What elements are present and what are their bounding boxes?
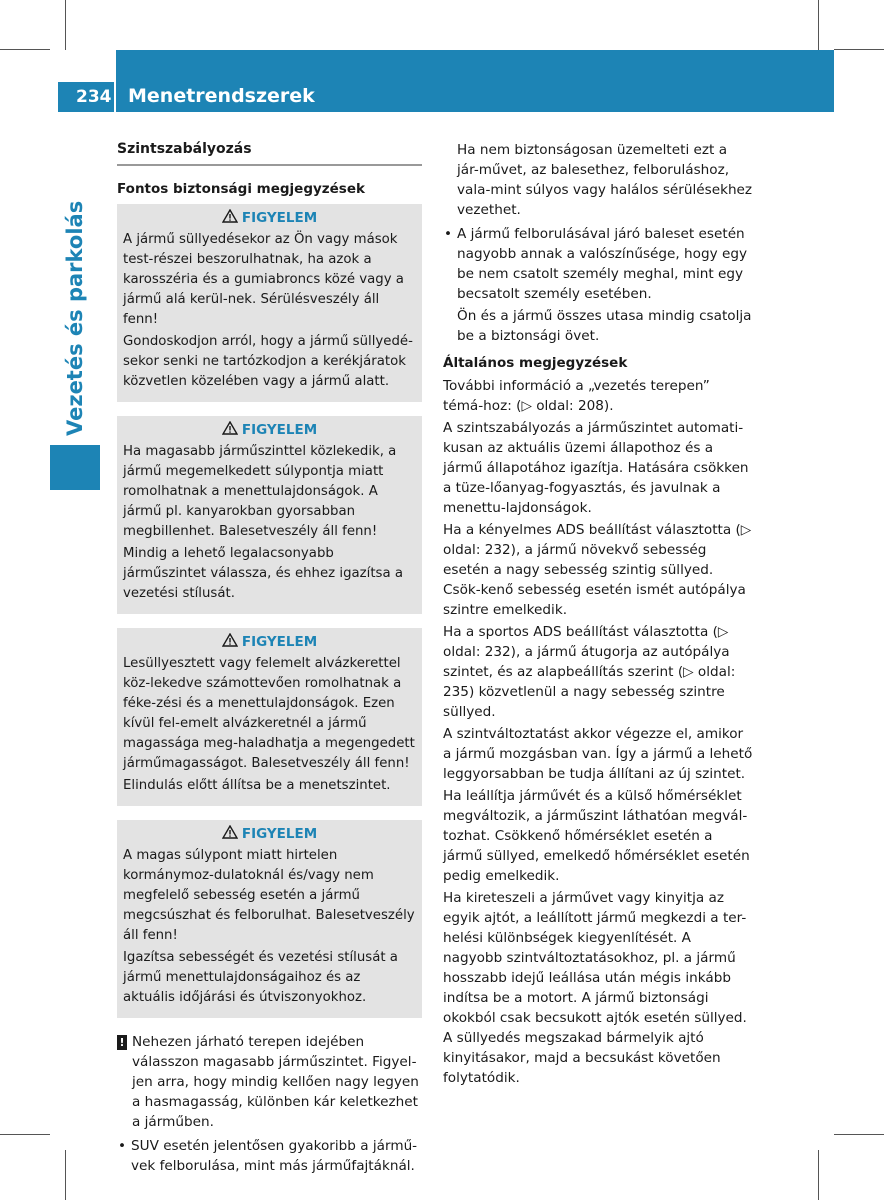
right-column — [443, 140, 753, 1090]
warning-text: Ha magasabb járműszinttel közlekedik, a jármű megemelkedett súlypontja miatt romolhatnak a menettulajdonságok. A jármű pl. kanyarokban gyorsabban megbillenhet. Balesetveszély áll fenn! — [123, 444, 397, 539]
crop-mark — [834, 49, 884, 50]
safety-notes-title: Fontos biztonsági megjegyzések — [117, 181, 365, 197]
warning-heading — [123, 632, 416, 652]
body-paragraph: További információ a „vezetés terepen” témá-hoz: (▷ oldal: 208). — [443, 378, 710, 414]
side-tab-label: Vezetés és parkolás — [63, 200, 87, 436]
warning-heading — [123, 208, 416, 228]
crop-mark — [65, 1150, 66, 1200]
warning-text: Gondoskodjon arról, hogy a jármű süllyedé-sekor senki ne tartózkodjon a kerékjáratok közvetlen közelében vagy a jármű alatt. — [123, 334, 413, 389]
body-paragraph: Ha a kényelmes ADS beállítást választotta (▷ oldal: 232), a jármű növekvő sebesség esetén a nagy sebesség szintig süllyed. Csök-kenő sebesség esetén ismét autópálya szintre emelkedik. — [443, 522, 752, 618]
warning-label: FIGYELEM — [241, 422, 318, 438]
warning-box — [117, 820, 422, 1018]
body-paragraph: A szintszabályozás a járműszintet automati-kusan az aktuális üzemi állapothoz és a jármű állapotához igazítja. Hatására csökken a tüze-lőanyag-fogyasztás, és javulnak a menettu-lajdonságok. — [443, 420, 749, 516]
warning-box — [117, 628, 422, 806]
left-column — [117, 138, 422, 1178]
bullet-continuation: Ön és a jármű összes utasa mindig csatolja be a biztonsági övet. — [457, 308, 752, 344]
exclamation-note-icon: ! — [117, 1035, 127, 1050]
warning-triangle-icon — [222, 825, 238, 839]
crop-mark — [0, 49, 50, 50]
warning-text: A magas súlypont miatt hirtelen kormánymoz-dulatoknál és/vagy nem megfelelő sebesség esetén a jármű megcsúszhat és felborulhat. Balesetveszély áll fenn! — [123, 848, 415, 943]
warning-triangle-icon — [222, 421, 238, 435]
crop-mark — [0, 1134, 50, 1135]
warning-text: Igazítsa sebességét és vezetési stílusát a jármű menettulajdonságaihoz és az aktuális időjárási és útviszonyokhoz. — [123, 950, 398, 1005]
general-notes-title: Általános megjegyzések — [443, 355, 628, 371]
warning-heading — [123, 824, 416, 844]
warning-text: Elindulás előtt állítsa be a menetszintet. — [123, 778, 391, 793]
page-title: Menetrendszerek — [128, 85, 315, 107]
warning-label: FIGYELEM — [241, 210, 318, 226]
crop-mark — [818, 0, 819, 50]
general-notes-body — [443, 376, 753, 1088]
crop-mark — [818, 1150, 819, 1200]
body-paragraph: Ha kireteszeli a járművet vagy kinyitja az egyik ajtót, a leállított jármű megkezdi a ter-helési különbségek kiegyenlítését. A nagyobb szintváltoztatásokhoz, pl. a jármű hosszabb idejű leállása után mégis inkább indítsa be a motort. A jármű biztonsági okokból csak becsukott ajtók esetén süllyed. A süllyedés megszakad bármelyik ajtó kinyitásakor, majd a becsukást követően folytatódik. — [443, 890, 747, 1086]
bullet-item: • A jármű felborulásával járó baleset esetén nagyobb annak a valószínűsége, hogy egy be nem csatolt személy meghal, mint egy becsatolt személy esetében. — [443, 224, 753, 304]
note-block — [117, 1032, 422, 1132]
warning-text: A jármű süllyedésekor az Ön vagy mások test-részei beszorulhatnak, ha azok a karosszéria és a gumiabroncs közé vagy a jármű alá kerül-nek. Sérülésveszély áll fenn! — [123, 232, 404, 327]
section-title: Szintszabályozás — [117, 138, 422, 166]
warning-triangle-icon — [222, 209, 238, 223]
page-number: 234 — [58, 82, 114, 112]
body-paragraph: A szintváltoztatást akkor végezze el, amikor a jármű mozgásban van. Így a jármű a lehető leggyorsabban be tudja állítani az új szintet. — [443, 726, 753, 782]
warning-box — [117, 204, 422, 402]
warning-heading — [123, 420, 416, 440]
warnings-list — [117, 204, 422, 1018]
warning-text: Mindig a lehető legalacsonyabb járműszintet válassza, és ehhez igazítsa a vezetési stílusát. — [123, 546, 403, 601]
warning-text: Lesüllyesztett vagy felemelt alvázkerettel köz-lekedve számottevően romolhatnak a féke-zési és a menettulajdonságok. Ezen kívül fel-emelt alvázkeretnél a jármű magassága meg-haladhatja a megengedett járműmagasságot. Balesetveszély áll fenn! — [123, 656, 415, 771]
note-text: Nehezen járható terepen idejében válasszon magasabb járműszintet. Figyel-jen arra, hogy mindig kellően nagy legyen a hasmagasság, különben kár keletkezhet a járműben. — [132, 1034, 419, 1130]
warning-label: FIGYELEM — [241, 634, 318, 650]
warning-box — [117, 416, 422, 614]
crop-mark — [834, 1134, 884, 1135]
body-paragraph: Ha leállítja járművét és a külső hőmérséklet megváltozik, a járműszint láthatóan megvál-tozhat. Csökkenő hőmérséklet esetén a jármű süllyed, emelkedő hőmérséklet esetén pedig emelkedik. — [443, 788, 750, 884]
bullet-item: • SUV esetén jelentősen gyakoribb a jármű-vek felborulása, mint más járműfajtáknál. — [117, 1136, 422, 1176]
crop-mark — [65, 0, 66, 50]
continued-paragraph: Ha nem biztonságosan üzemelteti ezt a jár-művet, az balesethez, felboruláshoz, vala-mint súlyos vagy halálos sérülésekhez vezethet. — [457, 142, 753, 218]
warning-label: FIGYELEM — [241, 826, 318, 842]
side-tab-marker — [50, 445, 100, 490]
warning-triangle-icon — [222, 633, 238, 647]
body-paragraph: Ha a sportos ADS beállítást választotta (▷ oldal: 232), a jármű átugorja az autópálya szintet, és az alapbeállítás szerint (▷ oldal: 235) közvetlenül a nagy sebesség szintre süllyed. — [443, 624, 736, 720]
